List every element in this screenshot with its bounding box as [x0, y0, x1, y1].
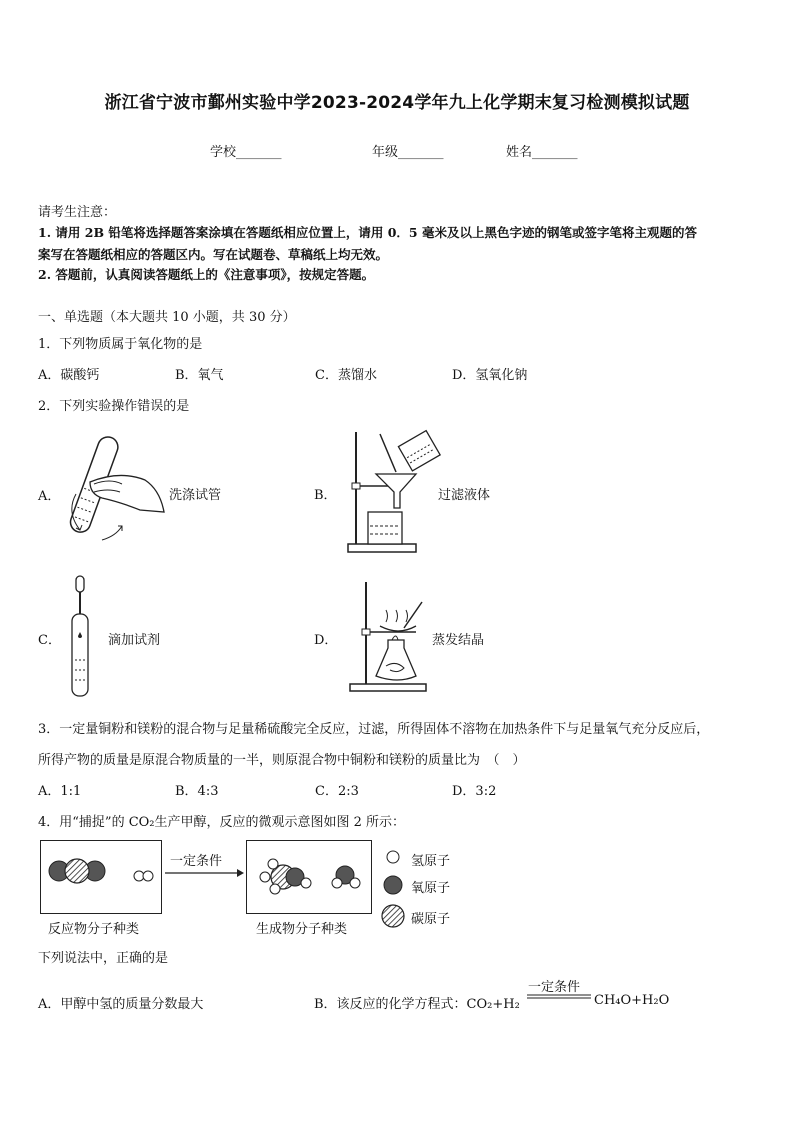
q3-option-a: A．1:1	[38, 784, 82, 799]
school-field: 学校_______	[210, 145, 282, 160]
q2-option-c-letter: C．	[38, 633, 61, 648]
notice-line-1b: 案写在答题纸相应的答题区内。写在试题卷、草稿纸上均无效。	[38, 247, 389, 262]
q3-option-b: B．4:3	[175, 784, 219, 799]
q4-stem: 4．用“捕捉”的 CO₂生产甲醇，反应的微观示意图如图 2 所示：	[38, 815, 406, 830]
q2-option-d-label: 蒸发结晶	[432, 633, 485, 648]
legend-carbon: 碳原子	[411, 912, 451, 927]
filtration-figure	[340, 428, 440, 554]
q4-option-b-prefix: B．该反应的化学方程式：CO₂+H₂	[314, 997, 520, 1012]
q2-option-b-letter: B．	[314, 488, 337, 503]
q4-option-b-suffix: CH₄O+H₂O	[594, 993, 670, 1008]
grade-field: 年级_______	[372, 145, 444, 160]
legend-oxygen: 氧原子	[411, 881, 451, 896]
reactant-molecules	[41, 841, 161, 913]
q1-option-a: A．碳酸钙	[38, 368, 100, 383]
name-field: 姓名_______	[506, 145, 578, 160]
reactant-box	[40, 840, 162, 914]
q2-stem: 2．下列实验操作错误的是	[38, 399, 190, 414]
q2-option-b-label: 过滤液体	[438, 488, 491, 503]
q1-stem: 1．下列物质属于氧化物的是	[38, 337, 203, 352]
q4-option-a: A．甲醇中氢的质量分数最大	[38, 997, 204, 1012]
equals-sign	[527, 994, 593, 1000]
test-tube-washing-figure	[60, 432, 170, 552]
q2-option-d-letter: D．	[314, 633, 338, 648]
q2-option-a-letter: A．	[38, 489, 61, 504]
product-molecules	[247, 841, 371, 913]
dropper-figure	[66, 574, 96, 700]
q2-option-c-label: 滴加试剂	[108, 633, 161, 648]
q1-option-b: B．氧气	[175, 368, 224, 383]
q4-prompt: 下列说法中，正确的是	[38, 951, 169, 966]
q3-stem-line-2: 所得产物的质量是原混合物质量的一半，则原混合物中铜粉和镁粉的质量比为 （ ）	[38, 753, 526, 768]
product-caption: 生成物分子种类	[256, 922, 348, 937]
section-heading: 一、单选题（本大题共 10 小题，共 30 分）	[38, 310, 296, 325]
atom-legend-icons	[380, 848, 410, 928]
reaction-arrow	[165, 868, 245, 878]
q4-option-b-condition: 一定条件	[528, 980, 581, 995]
q1-option-c: C．蒸馏水	[315, 368, 377, 383]
q3-option-c: C．2:3	[315, 784, 359, 799]
reactant-caption: 反应物分子种类	[48, 922, 140, 937]
evaporation-figure	[344, 578, 434, 694]
notice-heading: 请考生注意：	[38, 205, 117, 220]
notice-line-1: 1. 请用 2B 铅笔将选择题答案涂填在答题纸相应位置上，请用 0．5 毫米及以上黑色字迹的钢笔或签字笔将主观题的答	[38, 225, 697, 240]
q3-stem-line-1: 3．一定量铜粉和镁粉的混合物与足量稀硫酸完全反应，过滤，所得固体不溶物在加热条件下与足量氧气充分反应后，	[38, 722, 710, 737]
q1-option-d: D．氢氧化钠	[452, 368, 528, 383]
q2-option-a-label: 洗涤试管	[169, 488, 222, 503]
product-box	[246, 840, 372, 914]
notice-line-2: 2. 答题前，认真阅读答题纸上的《注意事项》，按规定答题。	[38, 267, 375, 282]
legend-hydrogen: 氢原子	[411, 854, 451, 869]
reaction-condition: 一定条件	[170, 854, 223, 869]
q3-option-d: D．3:2	[452, 784, 497, 799]
page-title: 浙江省宁波市鄞州实验中学2023-2024学年九上化学期末复习检测模拟试题	[104, 93, 690, 113]
